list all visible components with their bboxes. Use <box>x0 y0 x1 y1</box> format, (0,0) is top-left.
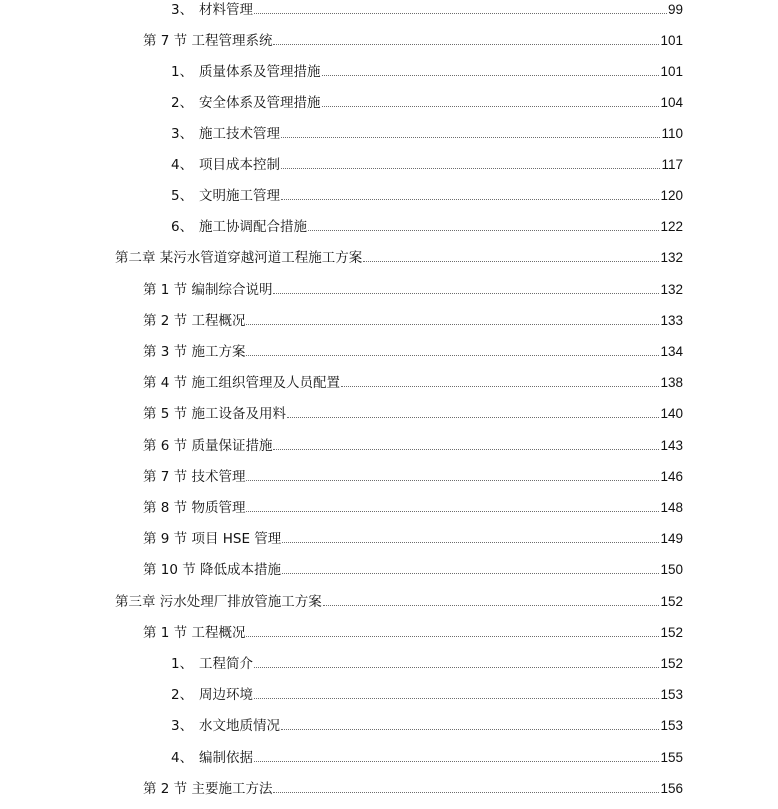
toc-entry-title: 质量体系及管理措施 <box>199 64 321 80</box>
toc-entry[interactable] <box>171 153 683 173</box>
toc-entry[interactable] <box>143 621 683 641</box>
toc-entry-page: 152 <box>660 656 683 671</box>
dot-leader <box>273 791 659 793</box>
dot-leader <box>281 167 660 169</box>
toc-entry-page: 153 <box>660 687 683 702</box>
toc-entry[interactable] <box>171 0 683 18</box>
toc-entry-number: 3、 <box>171 718 194 734</box>
toc-entry[interactable] <box>143 29 683 49</box>
dot-leader <box>282 572 659 574</box>
toc-entry-title: 第 6 节 质量保证措施 <box>143 438 273 454</box>
toc-entry-title: 第 5 节 施工设备及用料 <box>143 406 286 422</box>
toc-entry-title: 水文地质情况 <box>199 718 280 734</box>
toc-entry-page: 117 <box>661 157 683 172</box>
toc-entry-title: 第 4 节 施工组织管理及人员配置 <box>143 375 340 391</box>
toc-entry-page: 149 <box>660 531 683 546</box>
dot-leader <box>322 74 660 76</box>
toc-entry-title: 第 10 节 降低成本措施 <box>143 562 282 578</box>
dot-leader <box>254 697 659 699</box>
toc-chapter-entry[interactable] <box>115 590 683 610</box>
toc-entry[interactable] <box>143 278 683 298</box>
toc-entry-title: 第 2 节 主要施工方法 <box>143 781 273 797</box>
dot-leader <box>282 541 659 543</box>
toc-entry-page: 146 <box>660 469 683 484</box>
toc-entry-title: 第 8 节 物质管理 <box>143 500 246 516</box>
toc-entry-title: 文明施工管理 <box>199 188 280 204</box>
toc-entry-number: 5、 <box>171 188 194 204</box>
toc-entry-title: 第 7 节 技术管理 <box>143 469 246 485</box>
toc-entry[interactable] <box>143 527 683 547</box>
toc-entry-title: 工程简介 <box>199 656 253 672</box>
dot-leader <box>254 760 659 762</box>
toc-entry[interactable] <box>143 402 683 422</box>
toc-entry-title: 项目成本控制 <box>199 157 280 173</box>
toc-entry[interactable] <box>143 465 683 485</box>
toc-entry-title: 编制依据 <box>199 750 253 766</box>
toc-entry-number: 4、 <box>171 157 194 173</box>
toc-entry[interactable] <box>143 777 683 797</box>
toc-entry[interactable] <box>171 122 683 142</box>
toc-entry[interactable] <box>171 184 683 204</box>
toc-entry-page: 155 <box>660 750 683 765</box>
toc-entry[interactable] <box>143 558 683 578</box>
dot-leader <box>308 229 659 231</box>
toc-entry-number: 4、 <box>171 750 194 766</box>
dot-leader <box>246 323 659 325</box>
toc-entry-page: 138 <box>660 375 683 390</box>
toc-entry-title: 第三章 污水处理厂排放管施工方案 <box>115 594 322 610</box>
toc-entry-page: 140 <box>660 406 683 421</box>
dot-leader <box>273 292 659 294</box>
toc-entry-page: 152 <box>660 594 683 609</box>
toc-entry-title: 第 1 节 编制综合说明 <box>143 282 273 298</box>
toc-entry[interactable] <box>171 746 683 766</box>
toc-entry-title: 第 3 节 施工方案 <box>143 344 246 360</box>
dot-leader <box>273 43 659 45</box>
toc-entry[interactable] <box>171 652 683 672</box>
toc-entry[interactable] <box>143 340 683 360</box>
toc-entry[interactable] <box>143 371 683 391</box>
toc-entry[interactable] <box>171 215 683 235</box>
toc-entry-page: 153 <box>660 718 683 733</box>
dot-leader <box>254 666 659 668</box>
toc-entry-number: 2、 <box>171 95 194 111</box>
toc-entry-page: 110 <box>661 126 683 141</box>
toc-entry-number: 2、 <box>171 687 194 703</box>
toc-entry[interactable] <box>143 309 683 329</box>
toc-entry[interactable] <box>171 714 683 734</box>
toc-entry-title: 施工协调配合措施 <box>199 219 307 235</box>
toc-entry-title: 材料管理 <box>199 2 253 18</box>
toc-entry-page: 120 <box>660 188 683 203</box>
toc-entry-page: 152 <box>660 625 683 640</box>
dot-leader <box>246 479 659 481</box>
toc-chapter-entry[interactable] <box>115 246 683 266</box>
toc-entry-title: 周边环境 <box>199 687 253 703</box>
dot-leader <box>281 198 659 200</box>
toc-entry-title: 第二章 某污水管道穿越河道工程施工方案 <box>115 250 363 266</box>
dot-leader <box>273 448 659 450</box>
toc-entry-page: 104 <box>660 95 683 110</box>
dot-leader <box>281 136 660 138</box>
toc-entry[interactable] <box>143 434 683 454</box>
dot-leader <box>363 260 659 262</box>
toc-entry-page: 134 <box>660 344 683 359</box>
toc-entry-title: 第 2 节 工程概况 <box>143 313 246 329</box>
toc-entry-page: 150 <box>660 562 683 577</box>
toc-entry[interactable] <box>143 496 683 516</box>
toc-entry-title: 安全体系及管理措施 <box>199 95 321 111</box>
toc-entry-page: 132 <box>660 250 683 265</box>
toc-entry-page: 143 <box>660 438 683 453</box>
toc-entry-page: 101 <box>660 64 683 79</box>
toc-entry-number: 1、 <box>171 656 194 672</box>
toc-entry-page: 122 <box>660 219 683 234</box>
dot-leader <box>246 510 659 512</box>
toc-entry-page: 99 <box>667 2 683 17</box>
dot-leader <box>323 604 660 606</box>
toc-entry-number: 3、 <box>171 2 194 18</box>
toc-entry-page: 101 <box>660 33 683 48</box>
toc-entry-page: 156 <box>660 781 683 796</box>
toc-entry-page: 132 <box>660 282 683 297</box>
dot-leader <box>246 635 659 637</box>
dot-leader <box>246 354 659 356</box>
toc-entry-title: 第 7 节 工程管理系统 <box>143 33 273 49</box>
toc-entry-title: 第 1 节 工程概况 <box>143 625 246 641</box>
toc-entry-number: 6、 <box>171 219 194 235</box>
toc-entry[interactable] <box>171 683 683 703</box>
toc-entry-page: 133 <box>660 313 683 328</box>
toc-entry[interactable] <box>171 91 683 111</box>
dot-leader <box>281 728 659 730</box>
dot-leader <box>341 385 660 387</box>
dot-leader <box>322 105 660 107</box>
toc-entry-number: 1、 <box>171 64 194 80</box>
toc-entry-title: 施工技术管理 <box>199 126 280 142</box>
toc-entry-number: 3、 <box>171 126 194 142</box>
toc-entry[interactable] <box>171 60 683 80</box>
toc-entry-title: 第 9 节 项目 HSE 管理 <box>143 531 282 547</box>
dot-leader <box>287 416 660 418</box>
toc-entry-page: 148 <box>660 500 683 515</box>
dot-leader <box>254 12 667 14</box>
